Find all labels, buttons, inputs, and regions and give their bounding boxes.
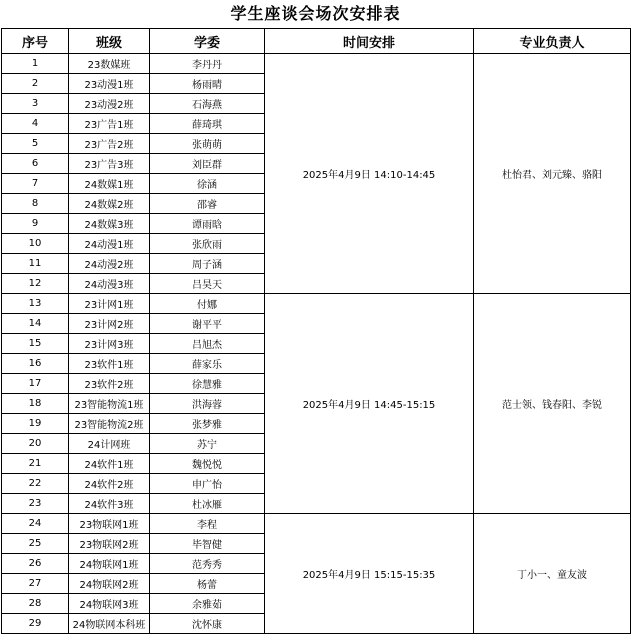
header-number: 序号 bbox=[2, 29, 69, 54]
row-representative: 付娜 bbox=[150, 294, 265, 314]
table-header-row bbox=[2, 29, 631, 54]
row-number: 25 bbox=[2, 534, 69, 554]
row-class: 24计网班 bbox=[69, 434, 150, 454]
row-class: 24动漫3班 bbox=[69, 274, 150, 294]
row-number: 1 bbox=[2, 54, 69, 74]
row-number: 3 bbox=[2, 94, 69, 114]
row-number: 13 bbox=[2, 294, 69, 314]
row-number: 15 bbox=[2, 334, 69, 354]
row-class: 23广告1班 bbox=[69, 114, 150, 134]
header-leaders: 专业负责人 bbox=[474, 29, 631, 54]
row-representative: 谭雨晗 bbox=[150, 214, 265, 234]
row-number: 19 bbox=[2, 414, 69, 434]
row-class: 23动漫1班 bbox=[69, 74, 150, 94]
row-representative: 申广怡 bbox=[150, 474, 265, 494]
row-class: 24物联网1班 bbox=[69, 554, 150, 574]
row-number: 16 bbox=[2, 354, 69, 374]
table-row bbox=[2, 514, 631, 534]
row-representative: 毕智健 bbox=[150, 534, 265, 554]
row-representative: 徐慧雅 bbox=[150, 374, 265, 394]
row-number: 23 bbox=[2, 494, 69, 514]
row-class: 24数媒3班 bbox=[69, 214, 150, 234]
schedule-table bbox=[1, 28, 631, 634]
row-representative: 徐涵 bbox=[150, 174, 265, 194]
row-number: 5 bbox=[2, 134, 69, 154]
row-class: 24动漫2班 bbox=[69, 254, 150, 274]
row-representative: 石海燕 bbox=[150, 94, 265, 114]
row-number: 14 bbox=[2, 314, 69, 334]
row-representative: 范秀秀 bbox=[150, 554, 265, 574]
row-representative: 周子涵 bbox=[150, 254, 265, 274]
session-leaders: 丁小一、童友波 bbox=[474, 514, 631, 634]
row-class: 23软件2班 bbox=[69, 374, 150, 394]
row-class: 23智能物流1班 bbox=[69, 394, 150, 414]
session-time: 2025年4月9日 14:10-14:45 bbox=[265, 54, 474, 294]
row-representative: 张梦雅 bbox=[150, 414, 265, 434]
row-class: 23广告2班 bbox=[69, 134, 150, 154]
row-class: 24软件3班 bbox=[69, 494, 150, 514]
session-time: 2025年4月9日 14:45-15:15 bbox=[265, 294, 474, 514]
row-number: 28 bbox=[2, 594, 69, 614]
header-time: 时间安排 bbox=[265, 29, 474, 54]
row-representative: 沈怀康 bbox=[150, 614, 265, 634]
row-representative: 杨蕾 bbox=[150, 574, 265, 594]
row-number: 2 bbox=[2, 74, 69, 94]
row-class: 23动漫2班 bbox=[69, 94, 150, 114]
row-class: 23广告3班 bbox=[69, 154, 150, 174]
row-number: 27 bbox=[2, 574, 69, 594]
row-number: 24 bbox=[2, 514, 69, 534]
row-representative: 薛家乐 bbox=[150, 354, 265, 374]
row-representative: 余雅茹 bbox=[150, 594, 265, 614]
row-representative: 李程 bbox=[150, 514, 265, 534]
session-leaders: 范士领、钱春阳、李锐 bbox=[474, 294, 631, 514]
table-body bbox=[2, 54, 631, 634]
row-representative: 李丹丹 bbox=[150, 54, 265, 74]
row-class: 24动漫1班 bbox=[69, 234, 150, 254]
row-number: 26 bbox=[2, 554, 69, 574]
header-representative: 学委 bbox=[150, 29, 265, 54]
page-title: 学生座谈会场次安排表 bbox=[230, 4, 401, 23]
row-class: 23数媒班 bbox=[69, 54, 150, 74]
row-number: 29 bbox=[2, 614, 69, 634]
row-number: 11 bbox=[2, 254, 69, 274]
row-number: 18 bbox=[2, 394, 69, 414]
row-number: 4 bbox=[2, 114, 69, 134]
row-class: 23计网2班 bbox=[69, 314, 150, 334]
row-class: 23软件1班 bbox=[69, 354, 150, 374]
row-representative: 张萌萌 bbox=[150, 134, 265, 154]
row-class: 24数媒2班 bbox=[69, 194, 150, 214]
row-representative: 吕昊天 bbox=[150, 274, 265, 294]
row-representative: 杨雨晴 bbox=[150, 74, 265, 94]
row-class: 24软件1班 bbox=[69, 454, 150, 474]
row-number: 10 bbox=[2, 234, 69, 254]
row-representative: 张欣雨 bbox=[150, 234, 265, 254]
row-number: 6 bbox=[2, 154, 69, 174]
row-representative: 刘臣群 bbox=[150, 154, 265, 174]
row-class: 23计网1班 bbox=[69, 294, 150, 314]
row-class: 24软件2班 bbox=[69, 474, 150, 494]
row-representative: 谢平平 bbox=[150, 314, 265, 334]
row-number: 22 bbox=[2, 474, 69, 494]
row-class: 24物联网3班 bbox=[69, 594, 150, 614]
row-class: 23智能物流2班 bbox=[69, 414, 150, 434]
row-representative: 邵睿 bbox=[150, 194, 265, 214]
row-number: 8 bbox=[2, 194, 69, 214]
row-number: 9 bbox=[2, 214, 69, 234]
row-representative: 薛琦琪 bbox=[150, 114, 265, 134]
row-representative: 苏宁 bbox=[150, 434, 265, 454]
row-class: 24物联网本科班 bbox=[69, 614, 150, 634]
row-number: 21 bbox=[2, 454, 69, 474]
row-number: 20 bbox=[2, 434, 69, 454]
row-class: 24物联网2班 bbox=[69, 574, 150, 594]
row-representative: 魏悦悦 bbox=[150, 454, 265, 474]
header-class: 班级 bbox=[69, 29, 150, 54]
row-representative: 吕旭杰 bbox=[150, 334, 265, 354]
row-number: 7 bbox=[2, 174, 69, 194]
row-class: 23物联网2班 bbox=[69, 534, 150, 554]
row-number: 12 bbox=[2, 274, 69, 294]
row-class: 23计网3班 bbox=[69, 334, 150, 354]
row-number: 17 bbox=[2, 374, 69, 394]
session-leaders: 杜怡君、刘元臻、骆阳 bbox=[474, 54, 631, 294]
table-row bbox=[2, 54, 631, 74]
row-class: 24数媒1班 bbox=[69, 174, 150, 194]
table-row bbox=[2, 294, 631, 314]
session-time: 2025年4月9日 15:15-15:35 bbox=[265, 514, 474, 634]
row-class: 23物联网1班 bbox=[69, 514, 150, 534]
row-representative: 洪海蓉 bbox=[150, 394, 265, 414]
row-representative: 杜冰雁 bbox=[150, 494, 265, 514]
